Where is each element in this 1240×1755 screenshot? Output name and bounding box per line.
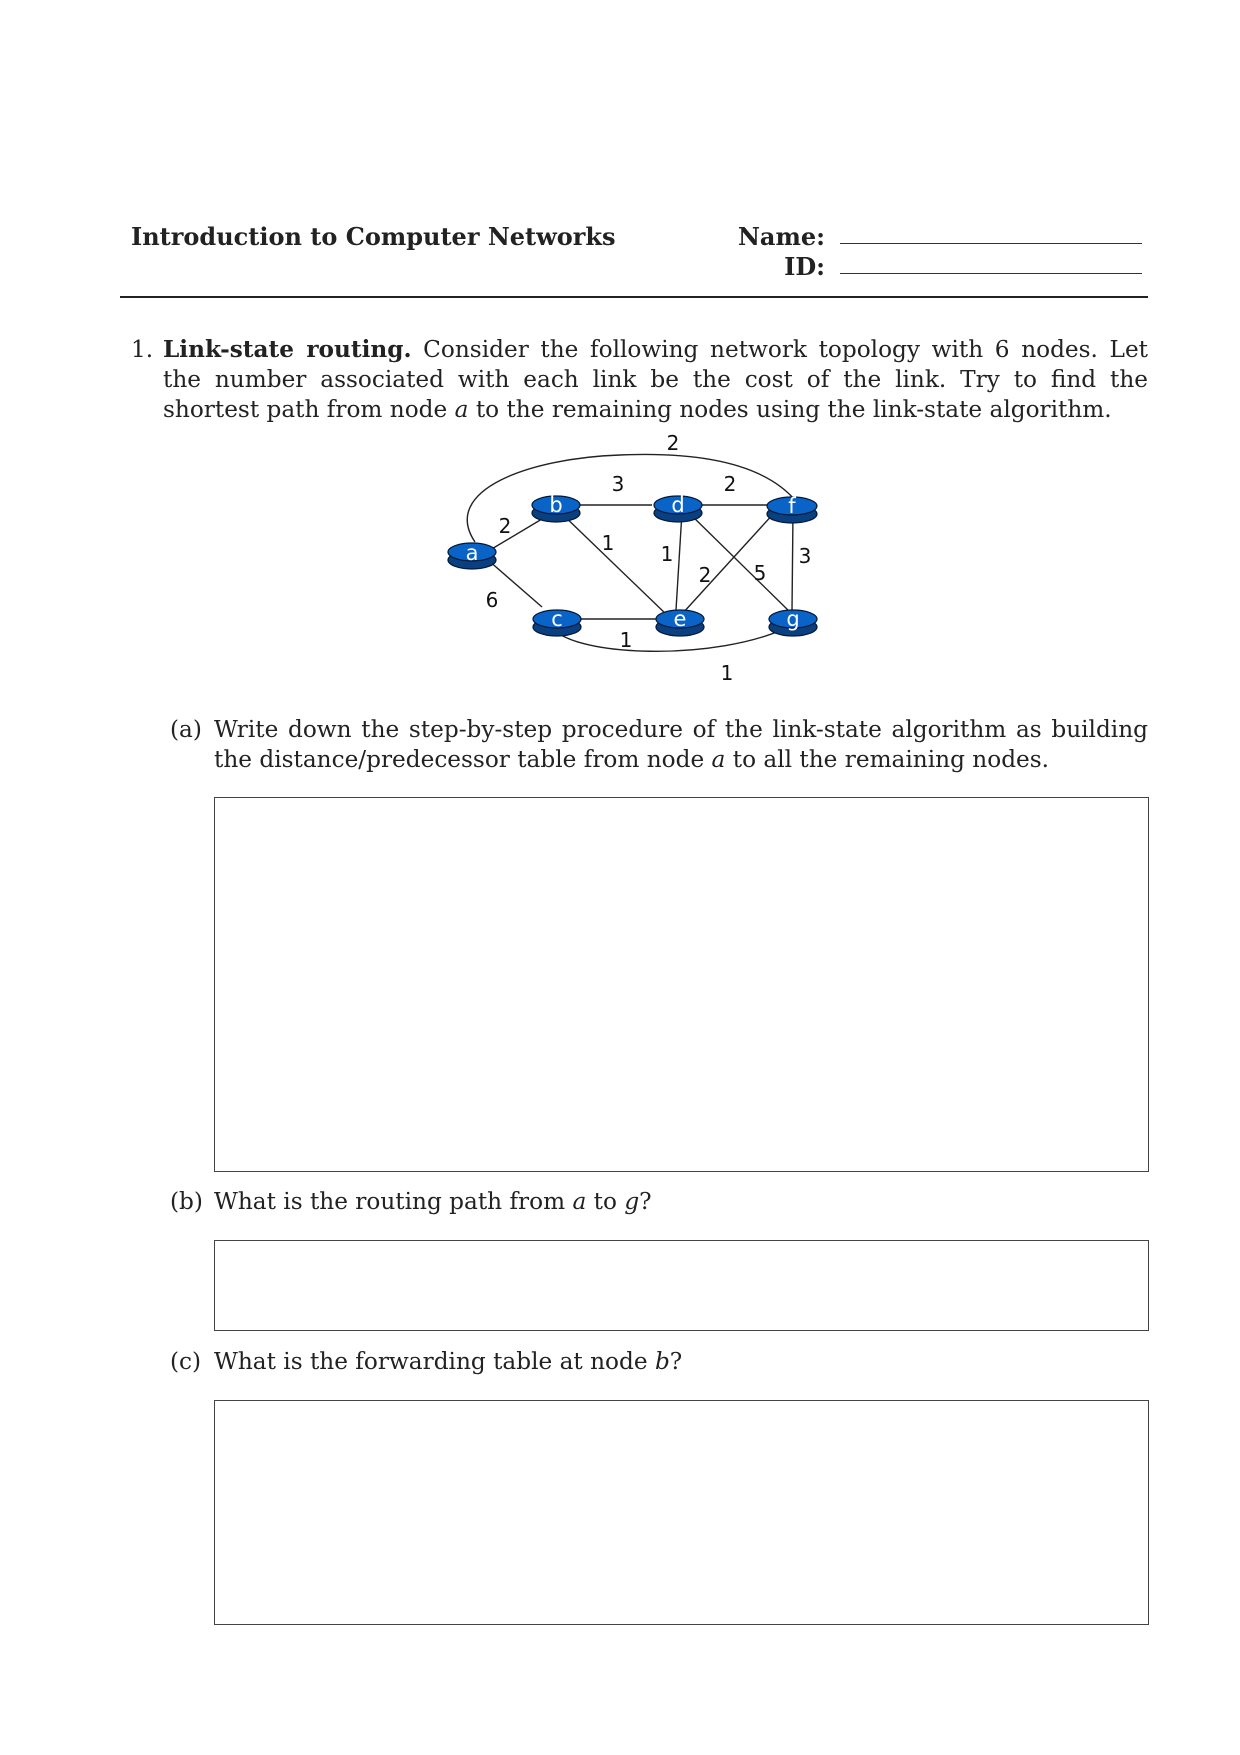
node-c-label: c — [551, 607, 563, 631]
question-text-part-1: Consider the following network topology with 6 nodes. Let the number associated with each link be the cost of the link. Try to find the shortest path from node — [163, 336, 1149, 423]
part-c-text-1: What is the forwarding table at node — [214, 1348, 655, 1375]
network-topology-diagram — [430, 430, 830, 690]
cost-b-e: 1 — [601, 531, 615, 555]
node-d — [654, 493, 702, 522]
cost-d-f: 2 — [723, 472, 737, 496]
part-b-text-2: to — [586, 1188, 625, 1215]
id-field-line[interactable] — [840, 273, 1142, 274]
course-title: Introduction to Computer Networks — [131, 222, 616, 251]
part-c-text — [214, 1347, 1148, 1377]
part-b-text-1: What is the routing path from — [214, 1188, 573, 1215]
node-d-label: d — [671, 493, 685, 517]
node-e-label: e — [673, 607, 687, 631]
part-b-node-from: a — [572, 1188, 587, 1215]
cost-f-g: 3 — [798, 544, 812, 568]
node-a-label: a — [465, 541, 479, 565]
edge-f-g — [792, 512, 793, 610]
cost-d-g: 5 — [753, 561, 767, 585]
cost-c-e: 1 — [619, 628, 633, 652]
part-c-label: (c) — [170, 1348, 202, 1375]
cost-d-e: 1 — [660, 542, 674, 566]
part-a-label: (a) — [170, 716, 202, 743]
answer-box-b[interactable] — [214, 1240, 1149, 1331]
part-a-node: a — [711, 746, 726, 773]
cost-a-c: 6 — [485, 588, 499, 612]
answer-box-c[interactable] — [214, 1400, 1149, 1625]
header-rule — [120, 296, 1148, 298]
edge-a-f — [467, 454, 795, 542]
node-g-label: g — [786, 607, 800, 631]
part-b-label: (b) — [170, 1188, 203, 1215]
node-g — [769, 607, 817, 636]
part-a — [170, 715, 1148, 775]
node-b — [532, 493, 580, 522]
part-a-text-1: Write down the step-by-step procedure of the link-state algorithm as building the distance/predecessor table from node — [214, 716, 1148, 773]
cost-b-d: 3 — [611, 472, 625, 496]
node-c — [533, 607, 581, 636]
question-title: Link-state routing. — [163, 336, 412, 363]
cost-e-f: 2 — [698, 563, 712, 587]
cost-a-f: 2 — [666, 431, 680, 455]
id-label: ID: — [784, 252, 825, 281]
part-c — [170, 1347, 1148, 1377]
cost-a-b: 2 — [498, 514, 512, 538]
part-a-text-2: to all the remaining nodes. — [725, 746, 1050, 773]
part-b — [170, 1187, 1148, 1217]
edge-b-e — [558, 510, 668, 616]
part-b-text-3: ? — [639, 1188, 652, 1215]
name-label: Name: — [737, 222, 825, 251]
answer-box-a[interactable] — [214, 797, 1149, 1172]
part-a-text — [214, 715, 1148, 775]
part-c-node: b — [654, 1348, 670, 1375]
part-c-text-2: ? — [669, 1348, 683, 1375]
edge-d-e — [676, 512, 682, 610]
question-text — [163, 335, 1148, 425]
part-b-node-to: g — [624, 1188, 640, 1215]
cost-c-g: 1 — [720, 661, 734, 685]
node-f-label: f — [788, 494, 796, 518]
question-number: 1. — [131, 336, 154, 363]
node-a — [448, 541, 496, 569]
node-b-label: b — [549, 493, 563, 517]
question-text-part-2: to the remaining nodes using the link-state algorithm. — [468, 396, 1112, 423]
question-1 — [131, 335, 1148, 425]
question-node-a: a — [454, 396, 469, 423]
part-b-text — [214, 1187, 1148, 1217]
node-f — [767, 494, 817, 523]
name-field-line[interactable] — [840, 243, 1142, 244]
